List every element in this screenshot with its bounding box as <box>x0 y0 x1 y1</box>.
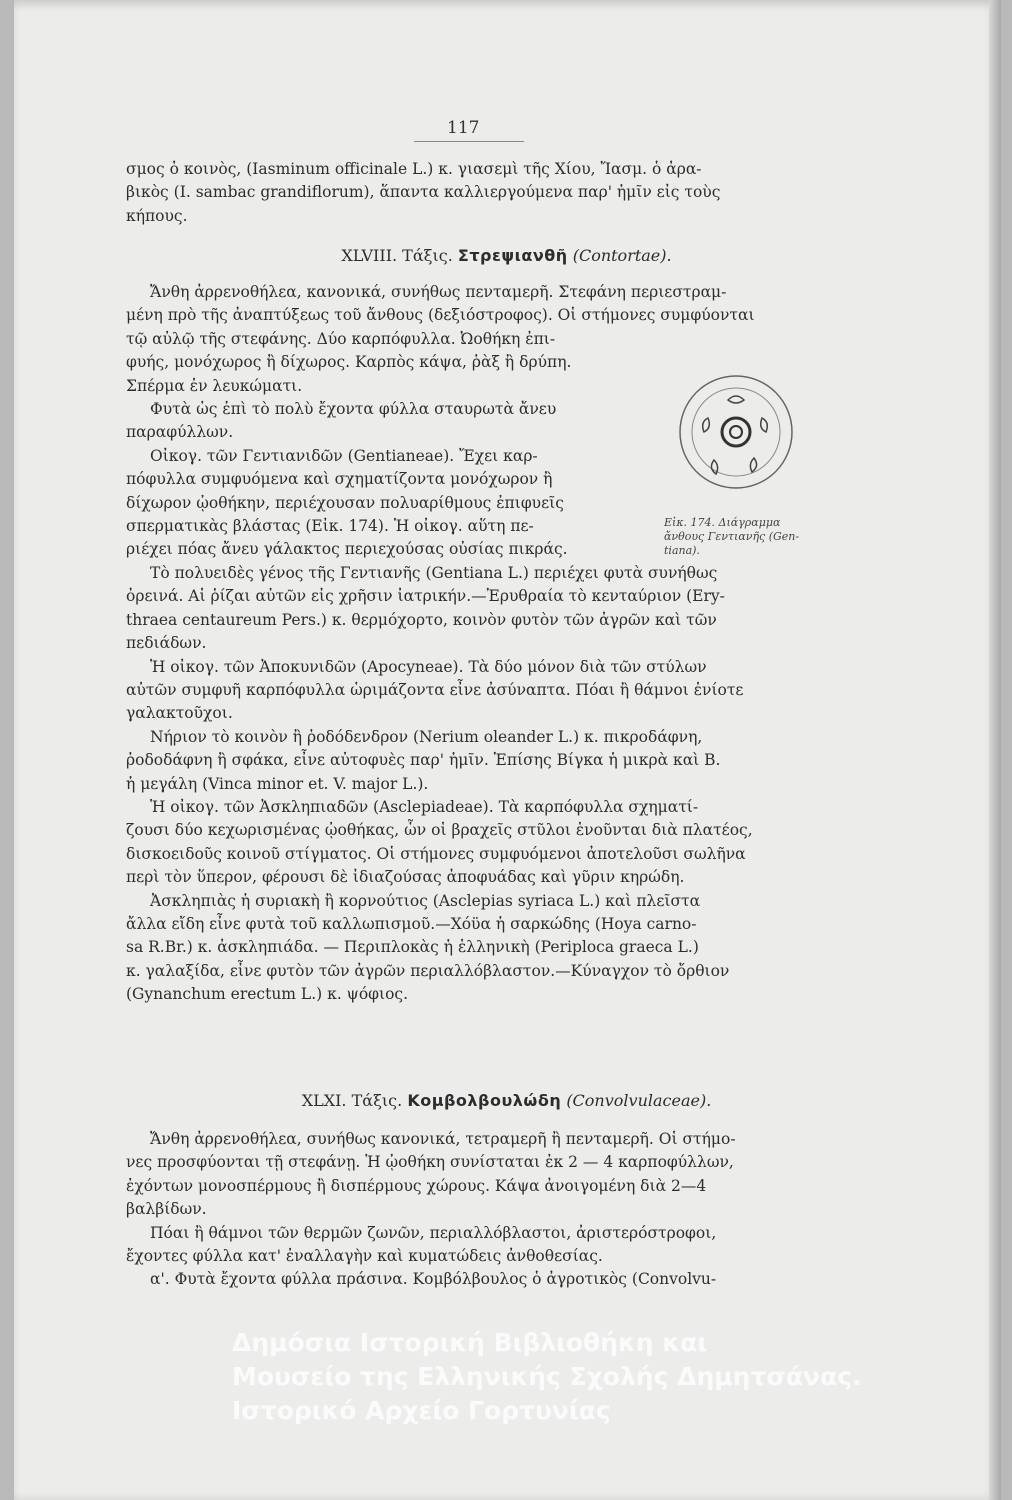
text-line: ριέχει πόας ἄνευ γάλακτος περιεχούσας οὐσίας πικράς. <box>126 540 568 559</box>
text-line: ἐχόντων μονοσπέρμους ἢ δισπέρμους χώρους. Κάψα ἀνοιγομένη διὰ 2—4 <box>126 1176 707 1195</box>
text-line: νες προσφύονται τῇ στεφάνῃ. Ἡ ᾠοθήκη συνίσταται ἐκ 2 — 4 καρποφύλλων, <box>126 1153 734 1172</box>
page-edge <box>989 0 1001 1500</box>
text-line: Σπέρμα ἐν λευκώματι. <box>126 376 303 395</box>
text-line: ἄλλα εἴδη εἶνε φυτὰ τοῦ καλλωπισμοῦ.—Χόϋα ἡ σαρκώδης (Hoya carno- <box>126 914 697 933</box>
text-line: Ἡ οἰκογ. τῶν Ἀσκληπιαδῶν (Asclepiadeae). Τὰ καρπόφυλλα σχηματί- <box>150 797 699 816</box>
figure-caption <box>664 516 814 558</box>
text-line: α'. Φυτὰ ἔχοντα φύλλα πράσινα. Κομβόλβουλος ὁ ἀγροτικὸς (Convolvu- <box>150 1270 717 1289</box>
text-line: φυής, μονόχωρος ἢ δίχωρος. Καρπὸς κάψα, ῥὰξ ἢ δρύπη. <box>126 353 572 372</box>
section-heading-48 <box>14 246 999 265</box>
text-line: thraea centaureum Pers.) κ. θερμόχορτο, κοινὸν φυτὸν τῶν ἀγρῶν καὶ τῶν <box>126 610 717 629</box>
text-line: sa R.Br.) κ. ἀσκληπιάδα. — Περιπλοκὰς ἡ ἑλληνικὴ (Periploca graeca L.) <box>126 938 699 957</box>
heading-prefix: XLXI. Τάξις. <box>301 1091 403 1110</box>
watermark-line: Μουσείο της Ελληνικής Σχολής Δημητσάνας. <box>232 1362 862 1391</box>
text-line: ζουσι δύο κεχωρισμένας ᾠοθήκας, ὧν οἱ βραχεῖς στῦλοι ἑνοῦνται διὰ πλατέος, <box>126 821 753 840</box>
text-line: τῷ αὐλῷ τῆς στεφάνης. Δύο καρπόφυλλα. Ὠοθήκη ἐπι- <box>126 329 556 348</box>
heading-latin: (Contortae). <box>572 246 672 265</box>
text-line: ῥοδοδάφνη ἢ σφάκα, εἶνε αὐτοφυὲς παρ' ἡμῖν. Ἐπίσης Βίγκα ἡ μικρὰ καὶ Β. <box>126 751 721 770</box>
text-line: κ. γαλαξίδα, εἶνε φυτὸν τῶν ἀγρῶν περιαλλόβλαστον.—Κύναγχον τὸ ὄρθιον <box>126 961 730 980</box>
header-rule <box>414 141 524 142</box>
flower-diagram <box>674 370 799 495</box>
text-line: ἡ μεγάλη (Vinca minor et. V. major L.). <box>126 774 429 793</box>
text-line: Φυτὰ ὡς ἐπὶ τὸ πολὺ ἔχοντα φύλλα σταυρωτὰ ἄνευ <box>150 400 557 419</box>
caption-line: ἄνθους Γεντιανῆς (Gen- <box>664 530 800 543</box>
text-line: σμος ὁ κοινὸς, (Iasminum officinale L.) κ. γιασεμὶ τῆς Χίου, Ἴασμ. ὁ ἀρα- <box>126 160 702 178</box>
page-number: 117 <box>447 118 480 138</box>
text-line: Ἄνθη ἀρρενοθήλεα, συνήθως κανονικά, τετραμερῆ ἢ πενταμερῆ. Οἱ στήμο- <box>150 1130 736 1148</box>
section-body-49 <box>126 1128 831 1292</box>
text-line: Πόαι ἢ θάμνοι τῶν θερμῶν ζωνῶν, περιαλλόβλαστοι, ἀριστερόστροφοι, <box>150 1223 717 1242</box>
heading-prefix: XLVIII. Τάξις. <box>341 246 453 265</box>
text-line: περὶ τὸν ὕπερον, φέρουσι δὲ ἰδιαζούσας ἀποφυάδας καὶ γῦριν κηρώδη. <box>126 868 685 887</box>
text-line: Ἡ οἰκογ. τῶν Ἀποκυνιδῶν (Apocyneae). Τὰ δύο μόνον διὰ τῶν στύλων <box>150 657 707 676</box>
text-line: (Gynanchum erectum L.) κ. ψόφιος. <box>126 985 409 1004</box>
text-line: γαλακτοῦχοι. <box>126 704 233 723</box>
paragraph-intro <box>126 158 831 228</box>
text-line: ἔχοντες φύλλα κατ' ἐναλλαγὴν καὶ κυματώδεις ἀνθοθεσίας. <box>126 1247 603 1266</box>
book-page <box>14 0 999 1500</box>
text-line: παραφύλλων. <box>126 423 234 442</box>
caption-line: Εἰκ. 174. Διάγραμμα <box>664 516 781 529</box>
text-line: δίχωρον ᾠοθήκην, περιέχουσαν πολυαρίθμους ἐπιφυεῖς <box>126 493 564 512</box>
text-line: βαλβίδων. <box>126 1200 207 1219</box>
library-watermark <box>232 1326 992 1428</box>
text-line: δισκοειδοῦς κοινοῦ στίγματος. Οἱ στήμονες συμφυόμενοι ἀποτελοῦσι σωλῆνα <box>126 844 746 863</box>
watermark-line: Ιστορικό Αρχείο Γορτυνίας <box>232 1396 611 1425</box>
text-line: σπερματικὰς βλάστας (Εἰκ. 174). Ἡ οἰκογ. αὕτη πε- <box>126 517 534 536</box>
section-heading-49 <box>14 1091 999 1110</box>
text-line: πόφυλλα συμφυόμενα καὶ σχηματίζοντα μονόχωρον ἢ <box>126 470 553 489</box>
text-line: πεδιάδων. <box>126 634 207 653</box>
text-line: Τὸ πολυειδὲς γένος τῆς Γεντιανῆς (Gentiana L.) περιέχει φυτὰ συνήθως <box>150 563 718 582</box>
text-line: κήπους. <box>126 206 188 225</box>
text-line: Ἄνθη ἀρρενοθήλεα, κανονικά, συνήθως πενταμερῆ. Στεφάνη περιεστραμ- <box>150 283 727 301</box>
text-line: Ἀσκληπιὰς ἡ συριακὴ ἢ κορνούτιος (Asclepias syriaca L.) καὶ πλεῖστα <box>150 891 701 910</box>
text-line: αὐτῶν συμφυῆ καρπόφυλλα ὡριμάζοντα εἶνε ἀσύναπτα. Πόαι ἢ θάμνοι ἐνίοτε <box>126 680 744 699</box>
heading-title: Στρεψιανθῆ <box>457 246 568 265</box>
heading-title: Κομβολβουλώδη <box>407 1091 562 1110</box>
heading-latin: (Convolvulaceae). <box>566 1091 712 1110</box>
text-line: Νήριον τὸ κοινὸν ἢ ῥοδόδενδρον (Nerium oleander L.) κ. πικροδάφνη, <box>150 727 703 746</box>
text-line: βικὸς (I. sambac grandiflorum), ἅπαντα καλλιεργούμενα παρ' ἡμῖν εἰς τοὺς <box>126 183 721 202</box>
caption-line: tiana). <box>664 544 700 557</box>
watermark-line: Δημόσια Ιστορική Βιβλιοθήκη και <box>232 1328 707 1357</box>
text-line: ὀρεινά. Αἱ ῥίζαι αὐτῶν εἰς χρῆσιν ἰατρικήν.—Ἐρυθραία τὸ κενταύριον (Ery- <box>126 587 725 606</box>
text-line: μένη πρὸ τῆς ἀναπτύξεως τοῦ ἄνθους (δεξιόστροφος). Οἱ στήμονες συμφύονται <box>126 306 755 325</box>
text-line: Οἰκογ. τῶν Γεντιανιδῶν (Gentianeae). Ἔχει καρ- <box>150 446 538 465</box>
